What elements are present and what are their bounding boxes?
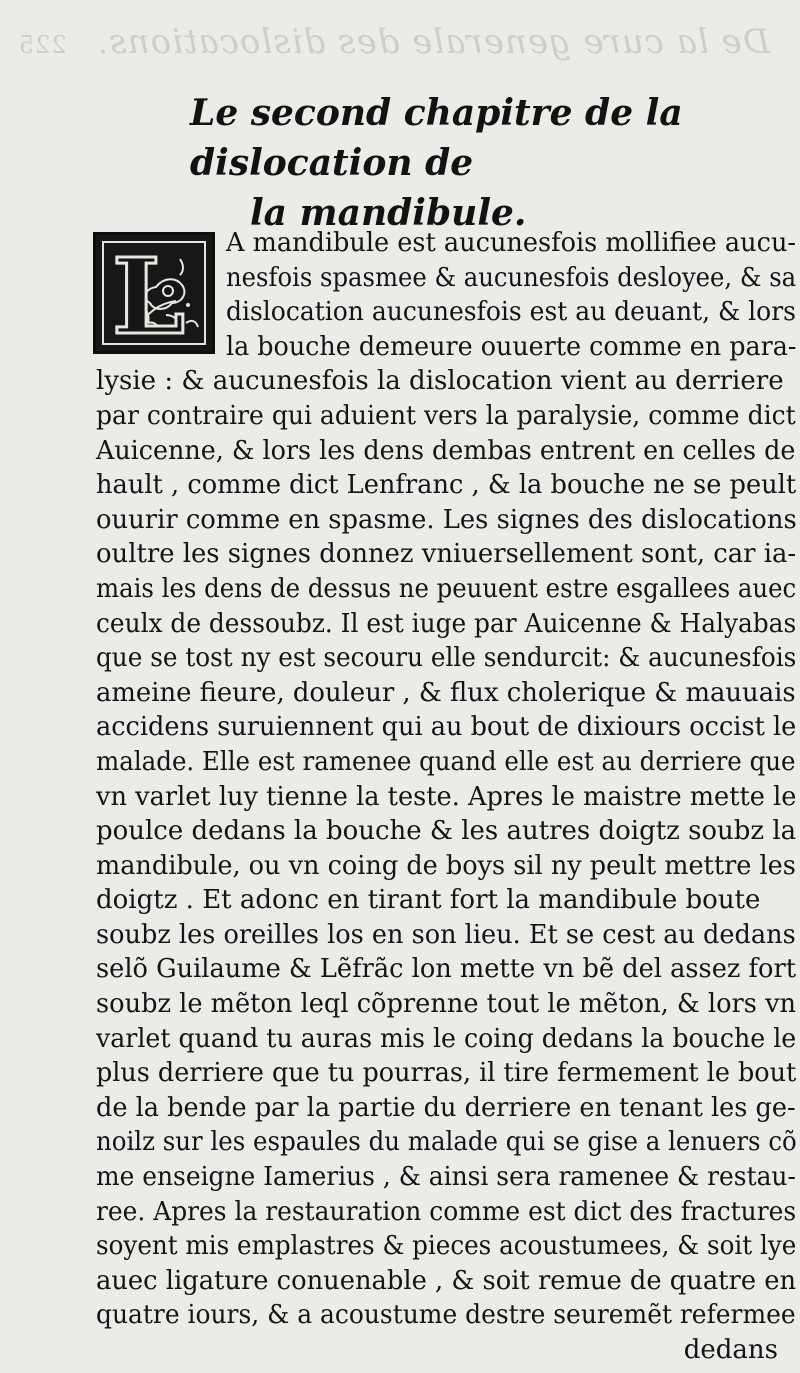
catchword: dedans xyxy=(683,1335,778,1365)
text-line: la bouche demeure ouuerte comme en para- xyxy=(226,331,797,362)
text-line: ree. Apres la restauration comme est dict des fractures xyxy=(96,1196,797,1227)
text-line: plus derriere que tu pourras, il tire fermement le bout xyxy=(96,1058,797,1089)
text-line: ceulx de dessoubz. Il est iuge par Auicenne & Halyabas xyxy=(96,608,797,639)
text-line: que se tost ny est secouru elle sendurcit: & aucunesfois xyxy=(96,643,797,674)
bleed-through-header xyxy=(17,22,770,62)
text-line: mandibule, ou vn coing de boys sil ny peult mettre les xyxy=(96,850,796,881)
text-line: dislocation aucunesfois est au deuant, & lors xyxy=(226,297,796,328)
text-line: me enseigne Iamerius , & ainsi sera ramenee & restau- xyxy=(96,1162,796,1193)
text-line: varlet quand tu auras mis le coing dedans la bouche le xyxy=(96,1023,797,1054)
text-line: accidens suruiennent qui au bout de dixiours occist le xyxy=(96,712,797,743)
chapter-body xyxy=(96,226,796,1368)
text-line: lysie : & aucunesfois la dislocation vient au derriere xyxy=(96,366,784,397)
text-line: hault , comme dict Lenfranc , & la bouche ne se peult xyxy=(96,470,797,501)
initial-letter: L xyxy=(112,235,186,351)
text-line: noilz sur les espaules du malade qui se gise a lenuers cõ xyxy=(96,1127,797,1158)
text-line: soubz les oreilles los en son lieu. Et se cest au dedans xyxy=(96,919,796,950)
text-line: de la bende par la partie du derriere en tenant les ge- xyxy=(96,1092,796,1123)
bleed-through-page-number: 225 xyxy=(17,31,67,59)
text-line: malade. Elle est ramenee quand elle est au derriere que xyxy=(96,746,796,777)
bleed-through-running-head: De la cure generale des dislocations. xyxy=(96,22,770,62)
chapter-title xyxy=(190,88,770,238)
text-line: poulce dedans la bouche & les autres doigtz soubz la xyxy=(96,816,797,847)
text-line: ouurir comme en spasme. Les signes des dislocations xyxy=(96,504,797,535)
text-line: soyent mis emplastres & pieces acoustumees, & soit lye xyxy=(96,1231,797,1262)
text-line: mais les dens de dessus ne peuuent estre esgallees auec xyxy=(96,573,797,604)
chapter-title-line-2: la mandibule. xyxy=(250,192,527,234)
text-line: nesfois spasmee & aucunesfois desloyee, & sa xyxy=(226,262,797,293)
text-line: auec ligature conuenable , & soit remue de quatre en xyxy=(96,1265,797,1296)
chapter-title-line-1: Le second chapitre de la dislocation de xyxy=(190,92,683,184)
text-line: vn varlet luy tienne la teste. Apres le maistre mette le xyxy=(96,781,797,812)
text-line: ameine fieure, douleur , & flux cholerique & mauuais xyxy=(96,677,796,708)
text-line: A mandibule est aucunesfois mollifiee aucu- xyxy=(226,228,797,258)
text-line: selõ Guilaume & Lẽfrãc lon mette vn bẽ del assez fort xyxy=(96,954,797,985)
text-line: soubz le mẽton leql cõprenne tout le mẽton, & lors vn xyxy=(96,989,797,1020)
text-line: quatre iours, & a acoustume destre seuremẽt refermee xyxy=(96,1300,796,1331)
text-line: Auicenne, & lors les dens dembas entrent en celles de xyxy=(96,435,796,466)
text-line: par contraire qui aduient vers la paralysie, comme dict xyxy=(96,400,796,431)
text-line: doigtz . Et adonc en tirant fort la mandibule boute xyxy=(96,885,761,916)
text-line: oultre les signes donnez vniuersellement sont, car ia- xyxy=(96,539,797,570)
